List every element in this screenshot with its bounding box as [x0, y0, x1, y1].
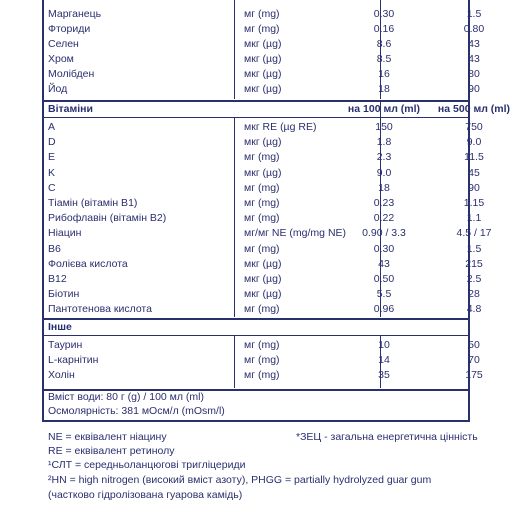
- unit-label: мкг (µg): [244, 38, 282, 50]
- unit-label: мг (mg): [244, 354, 280, 366]
- value-per-100ml: 43: [378, 257, 390, 270]
- other-header: [44, 320, 468, 334]
- value-per-500ml: 2.5: [466, 273, 482, 285]
- table-row: [44, 303, 482, 316]
- section-title: Інше: [48, 321, 72, 333]
- value-per-100ml: 8.6: [376, 38, 392, 50]
- table-row: [44, 83, 480, 96]
- table-row: [44, 369, 483, 382]
- unit-label: мг/мг NE (mg/mg NE): [244, 227, 347, 240]
- footnote-hn: ²HN = high nitrogen (високий вміст азоту), PHGG = partially hydrolyzed guar gum: [48, 474, 432, 486]
- value-per-500ml: 215: [465, 257, 483, 270]
- table-row: [44, 288, 480, 301]
- value-per-500ml: 45: [468, 166, 480, 179]
- value-per-100ml: 2.3: [376, 151, 392, 164]
- table-row: [44, 166, 480, 180]
- unit-label: мг (mg): [244, 181, 280, 194]
- value-per-100ml: 0.96: [373, 303, 395, 316]
- nutrient-name: E: [48, 151, 56, 164]
- value-per-100ml: 10: [378, 339, 390, 351]
- nutrient-name: Таурин: [48, 339, 83, 351]
- table-row: [44, 339, 480, 352]
- unit-label: мг (mg): [244, 212, 280, 225]
- value-per-100ml: 0.30: [373, 8, 395, 20]
- nutrient-name: K: [48, 166, 56, 179]
- nutrient-name: B12: [48, 273, 67, 285]
- unit-label: мкг (µg): [244, 136, 282, 149]
- value-per-500ml: 50: [468, 339, 480, 351]
- value-per-500ml: 175: [465, 369, 483, 381]
- nutrient-name: Марганець: [48, 8, 102, 20]
- footnote-mct: ¹СЛТ = середньоланцюгові тригліцериди: [48, 459, 246, 471]
- value-per-500ml: 43: [468, 38, 480, 50]
- unit-label: мг (mg): [244, 197, 280, 209]
- nutrient-name: Фториди: [48, 23, 91, 35]
- table-row: [44, 242, 482, 256]
- value-per-500ml: 1.15: [463, 197, 485, 209]
- value-per-100ml: 0.30: [373, 242, 395, 255]
- table-row: [44, 38, 480, 51]
- unit-label: мг (mg): [244, 339, 280, 351]
- column-header-500ml: на 500 мл (ml): [437, 103, 511, 115]
- water-content: Вміст води: 80 г (g) / 100 мл (ml): [48, 391, 205, 403]
- nutrient-name: Пантотенова кислота: [48, 303, 152, 316]
- table-row: [44, 212, 482, 225]
- table-row: [44, 23, 485, 36]
- unit-label: мкг (µg): [244, 68, 282, 80]
- value-per-100ml: 9.0: [376, 166, 392, 179]
- value-per-100ml: 18: [378, 181, 390, 194]
- unit-label: мг (mg): [244, 8, 280, 20]
- nutrient-name: Молібден: [48, 68, 95, 80]
- value-per-100ml: 8.5: [376, 53, 392, 65]
- table-row: [44, 354, 480, 367]
- unit-label: мг (mg): [244, 242, 280, 255]
- value-per-100ml: 16: [378, 68, 390, 80]
- table-row: [44, 121, 483, 134]
- footnote-hn-continued: (частково гідролізована гуарова камідь): [48, 489, 243, 501]
- table-row: [44, 53, 480, 66]
- value-per-100ml: 14: [378, 354, 390, 366]
- nutrient-name: C: [48, 181, 56, 194]
- unit-label: мг (mg): [244, 151, 280, 164]
- value-per-500ml: 70: [468, 354, 480, 366]
- footnote-zets: *ЗЕЦ - загальна енергетична цінність: [296, 431, 478, 443]
- value-per-500ml: 90: [468, 83, 480, 95]
- unit-label: мг (mg): [244, 23, 280, 35]
- column-header-100ml: на 100 мл (ml): [347, 103, 421, 115]
- value-per-500ml: 4.5 / 17: [456, 227, 492, 240]
- table-row: [44, 197, 485, 210]
- table-row: [44, 151, 484, 164]
- value-per-500ml: 4.8: [466, 303, 482, 316]
- value-per-500ml: 0.80: [463, 23, 485, 35]
- nutrient-name: Тіамін (вітамін B1): [48, 197, 138, 209]
- unit-label: мкг (µg): [244, 288, 282, 301]
- value-per-500ml: 90: [468, 181, 480, 194]
- table-row: [44, 257, 483, 271]
- nutrient-name: Ніацин: [48, 227, 82, 240]
- unit-label: мг (mg): [244, 369, 280, 381]
- value-per-500ml: 9.0: [466, 136, 482, 149]
- nutrient-name: A: [48, 121, 56, 133]
- footnote-ne: NE = еквівалент ніацину: [48, 431, 167, 443]
- nutrient-name: Селен: [48, 38, 79, 50]
- nutrient-name: Йод: [48, 83, 68, 95]
- value-per-100ml: 0.22: [373, 212, 395, 225]
- value-per-100ml: 0.90 / 3.3: [362, 227, 406, 240]
- value-per-100ml: 35: [378, 369, 390, 381]
- value-per-100ml: 5.5: [376, 288, 392, 301]
- table-row: [44, 181, 480, 195]
- value-per-500ml: 28: [468, 288, 480, 301]
- unit-label: мкг (µg): [244, 273, 282, 285]
- unit-label: мкг (µg): [244, 83, 282, 95]
- nutrient-name: Холін: [48, 369, 75, 381]
- nutrient-name: Рибофлавін (вітамін B2): [48, 212, 167, 225]
- value-per-100ml: 0.23: [373, 197, 395, 209]
- nutrient-name: Фолієва кислота: [48, 257, 128, 270]
- value-per-500ml: 11.5: [464, 151, 484, 164]
- section-title: Вітаміни: [48, 103, 93, 115]
- value-per-100ml: 0.16: [373, 23, 395, 35]
- nutrient-name: L-карнітин: [48, 354, 99, 366]
- value-per-100ml: 0.50: [373, 273, 395, 285]
- nutrient-name: Біотин: [48, 288, 80, 301]
- value-per-500ml: 43: [468, 53, 480, 65]
- table-row: [44, 227, 492, 240]
- unit-label: мкг RE (µg RE): [244, 121, 317, 133]
- divider: [44, 117, 468, 118]
- value-per-100ml: 18: [378, 83, 390, 95]
- value-per-500ml: 1.5: [466, 8, 482, 20]
- nutrient-name: Хром: [48, 53, 74, 65]
- table-row: [44, 136, 482, 149]
- value-per-500ml: 1.1: [466, 212, 482, 225]
- value-per-100ml: 150: [375, 121, 393, 133]
- value-per-500ml: 1.5: [466, 242, 482, 255]
- value-per-500ml: 80: [468, 68, 480, 80]
- value-per-500ml: 750: [465, 121, 483, 133]
- footnote-re: RE = еквівалент ретинолу: [48, 445, 175, 457]
- nutrient-name: D: [48, 136, 56, 149]
- osmolarity: Осмолярність: 381 мОсм/л (mOsm/l): [48, 405, 225, 417]
- table-row: [44, 8, 482, 21]
- unit-label: мкг (µg): [244, 53, 282, 65]
- vitamins-header: [44, 102, 511, 116]
- unit-label: мкг (µg): [244, 166, 282, 179]
- value-per-100ml: 1.8: [376, 136, 392, 149]
- table-row: [44, 273, 482, 286]
- unit-label: мкг (µg): [244, 257, 282, 270]
- unit-label: мг (mg): [244, 303, 280, 316]
- table-row: [44, 68, 480, 81]
- nutrient-name: B6: [48, 242, 61, 255]
- divider: [44, 335, 468, 336]
